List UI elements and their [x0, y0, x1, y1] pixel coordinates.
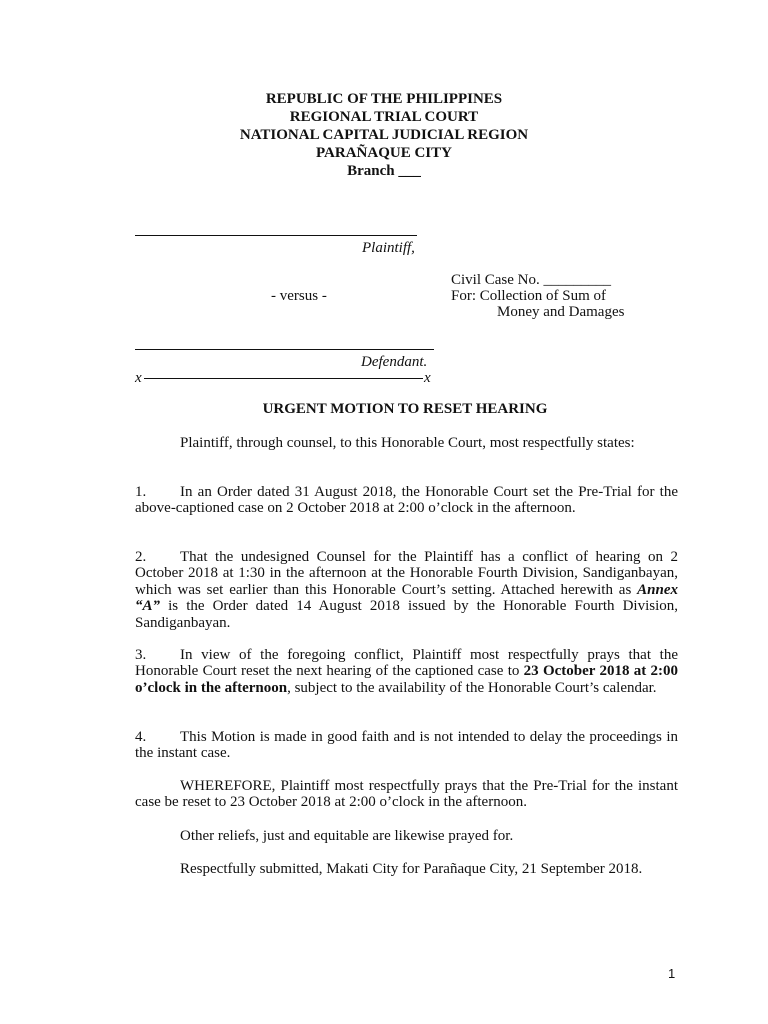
- motion-title: URGENT MOTION TO RESET HEARING: [262, 401, 548, 417]
- paragraph-4-text: This Motion is made in good faith and is not intended to delay the proceedings in the instant case.: [135, 729, 678, 762]
- page-number: 1: [668, 966, 676, 981]
- paragraph-3: [135, 647, 678, 696]
- annex-reference: Annex “A”: [135, 581, 678, 615]
- paragraph-4: [135, 729, 678, 762]
- caption-x-right: x: [424, 370, 431, 386]
- caption-divider: [144, 378, 423, 379]
- paragraph-2-number: 2.: [135, 549, 147, 565]
- paragraph-1-number: 1.: [135, 484, 147, 500]
- header-region: NATIONAL CAPITAL JUDICIAL REGION: [239, 127, 529, 143]
- header-republic: REPUBLIC OF THE PHILIPPINES: [265, 91, 503, 107]
- requested-hearing-date: 23 October 2018 at 2:00 o’clock in the afternoon: [135, 663, 679, 696]
- other-reliefs-text: Other reliefs, just and equitable are likewise prayed for.: [180, 828, 514, 844]
- other-reliefs-paragraph: [135, 828, 678, 844]
- intro-paragraph: [135, 435, 678, 451]
- plaintiff-label: Plaintiff,: [362, 240, 415, 256]
- intro-text: Plaintiff, through counsel, to this Honorable Court, most respectfully states:: [180, 435, 635, 451]
- paragraph-3-number: 3.: [135, 647, 147, 663]
- caption-x-left: x: [135, 370, 142, 386]
- paragraph-2: [135, 549, 678, 631]
- paragraph-2-text-a: That the undesigned Counsel for the Plaintiff has a conflict of hearing on 2 October 2018 at 1:30 in the afternoon at the Honorable Fourth Division, Sandiganbayan, which was set earlier than this Honorable Court’s setting. Attached herewith as: [135, 549, 678, 598]
- header-city: PARAÑAQUE CITY: [316, 145, 452, 161]
- paragraph-2-text-b: is the Order dated 14 August 2018 issued by the Honorable Fourth Division, Sandiganbayan.: [135, 598, 678, 631]
- case-nature-line2: Money and Damages: [497, 304, 625, 320]
- defendant-name-line: [135, 349, 434, 350]
- paragraph-1-text: In an Order dated 31 August 2018, the Honorable Court set the Pre-Trial for the above-captioned case on 2 October 2018 at 2:00 o’clock in the afternoon.: [135, 484, 678, 517]
- civil-case-number: Civil Case No. _________: [451, 272, 611, 288]
- submission-text: Respectfully submitted, Makati City for Parañaque City, 21 September 2018.: [180, 861, 643, 877]
- plaintiff-name-line: [135, 235, 417, 236]
- versus-label: - versus -: [271, 288, 327, 304]
- defendant-label: Defendant.: [361, 354, 428, 370]
- header-branch: Branch ___: [347, 163, 421, 179]
- wherefore-paragraph: [135, 778, 678, 811]
- header-court: REGIONAL TRIAL COURT: [289, 109, 479, 125]
- submission-paragraph: [135, 861, 678, 877]
- paragraph-4-number: 4.: [135, 729, 147, 745]
- wherefore-text: WHEREFORE, Plaintiff most respectfully prays that the Pre-Trial for the instant case be reset to 23 October 2018 at 2:00 o’clock in the afternoon.: [135, 778, 678, 811]
- paragraph-3-text-a: In view of the foregoing conflict, Plaintiff most respectfully prays that the Honorable Court reset the next hearing of the captioned case to: [135, 647, 678, 680]
- case-nature-line1: For: Collection of Sum of: [451, 288, 606, 304]
- paragraph-1: [135, 484, 678, 517]
- paragraph-3-text-b: , subject to the availability of the Honorable Court’s calendar.: [287, 679, 657, 696]
- court-header: [0, 90, 768, 180]
